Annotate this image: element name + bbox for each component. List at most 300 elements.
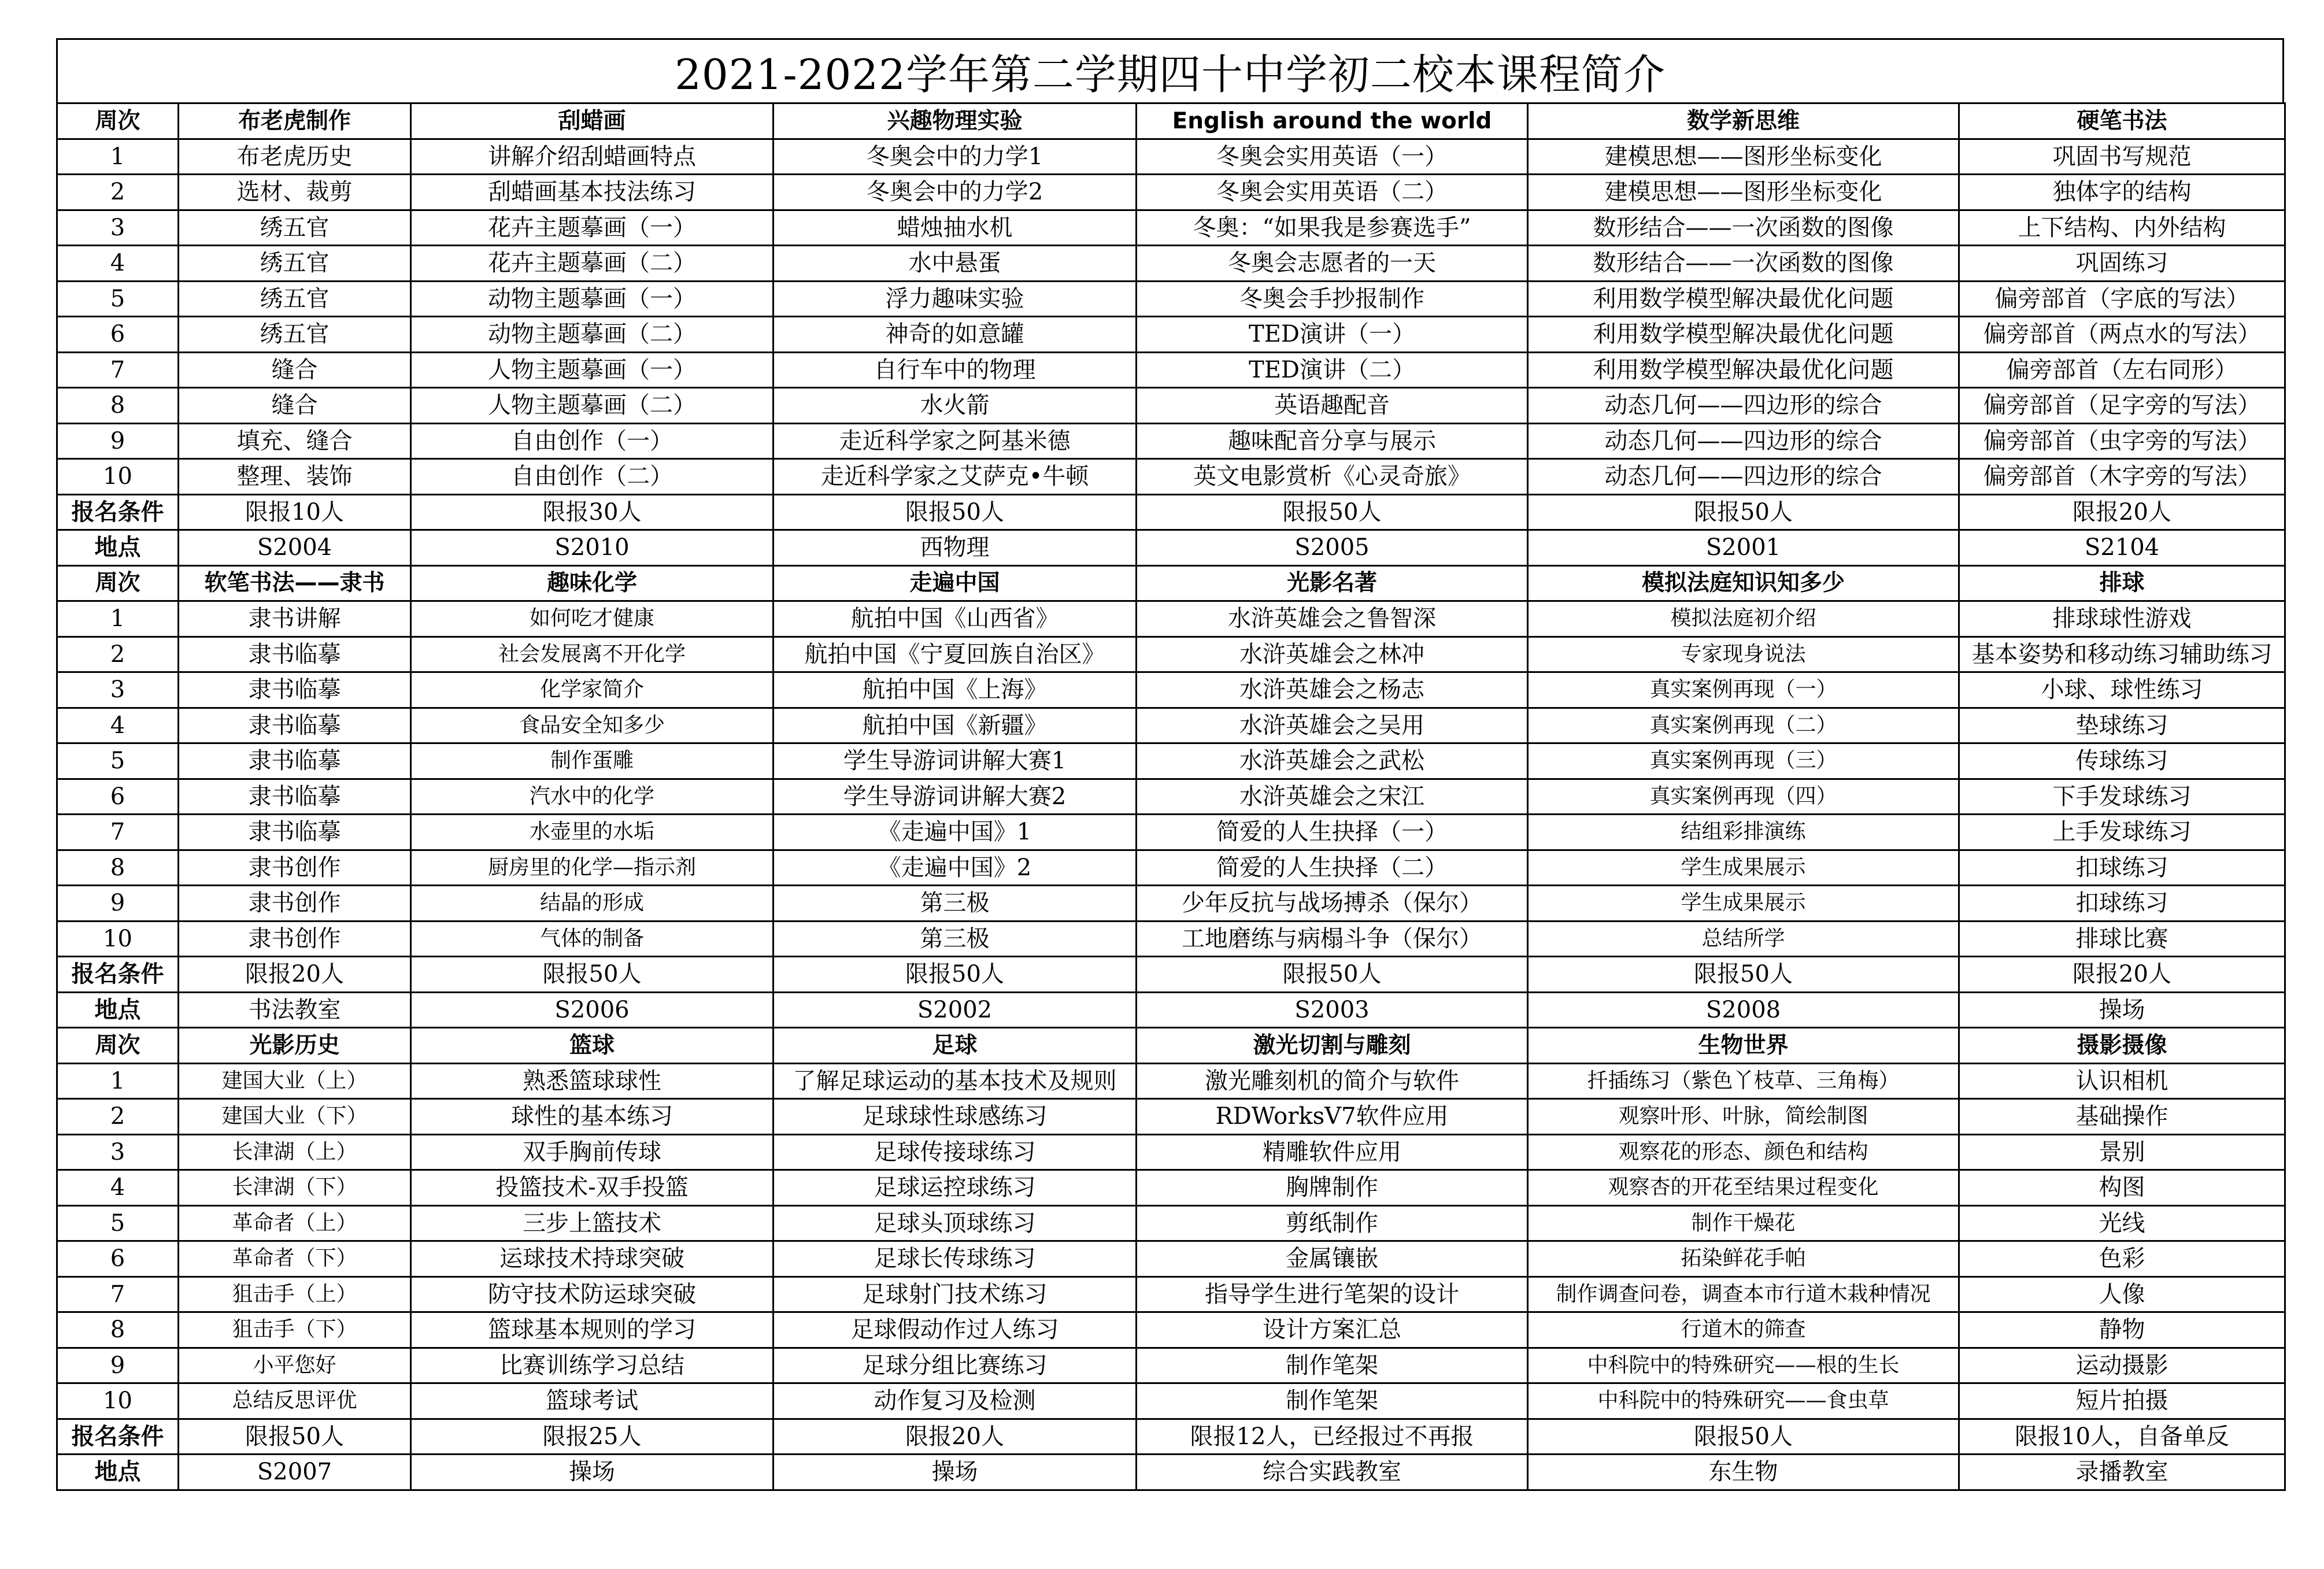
week-number-cell: 8	[57, 850, 179, 886]
lesson-cell: 人像	[1959, 1276, 2285, 1312]
location-cell: 操场	[411, 1455, 774, 1490]
location-cell: S2005	[1137, 530, 1528, 566]
table-row	[57, 210, 2285, 246]
condition-label-cell: 报名条件	[57, 957, 179, 993]
week-number-cell: 4	[57, 246, 179, 282]
lesson-cell: 走近科学家之艾萨克•牛顿	[774, 459, 1137, 495]
lesson-cell: 排球比赛	[1959, 921, 2285, 957]
lesson-cell: 利用数学模型解决最优化问题	[1528, 281, 1959, 317]
lesson-cell: 狙击手（上）	[179, 1276, 411, 1312]
lesson-cell: RDWorksV7软件应用	[1137, 1099, 1528, 1135]
condition-cell: 限报20人	[774, 1419, 1137, 1455]
week-number-cell: 2	[57, 637, 179, 672]
week-number-cell: 3	[57, 672, 179, 708]
week-header-cell: 周次	[57, 103, 179, 139]
location-cell: S2010	[411, 530, 774, 566]
lesson-cell: 金属镶嵌	[1137, 1241, 1528, 1277]
sheet-title: 2021-2022学年第二学期四十中学初二校本课程简介	[56, 38, 2284, 104]
condition-cell: 限报20人	[1959, 957, 2285, 993]
lesson-cell: 化学家简介	[411, 672, 774, 708]
lesson-cell: 观察叶形、叶脉，简绘制图	[1528, 1099, 1959, 1135]
lesson-cell: 利用数学模型解决最优化问题	[1528, 317, 1959, 353]
lesson-cell: 冬奥会手抄报制作	[1137, 281, 1528, 317]
lesson-cell: 第三极	[774, 921, 1137, 957]
lesson-cell: 专家现身说法	[1528, 637, 1959, 672]
lesson-cell: 趣味配音分享与展示	[1137, 423, 1528, 459]
lesson-cell: 航拍中国《新疆》	[774, 708, 1137, 743]
locations-row	[57, 992, 2285, 1028]
lesson-cell: 布老虎历史	[179, 139, 411, 175]
table-row	[57, 1276, 2285, 1312]
lesson-cell: 人物主题摹画（二）	[411, 388, 774, 424]
lesson-cell: TED演讲（一）	[1137, 317, 1528, 353]
lesson-cell: 自由创作（一）	[411, 423, 774, 459]
table-row	[57, 1099, 2285, 1135]
lesson-cell: 隶书临摹	[179, 672, 411, 708]
lesson-cell: 冬奥会中的力学1	[774, 139, 1137, 175]
lesson-cell: 少年反抗与战场搏杀（保尔）	[1137, 886, 1528, 922]
location-cell: 录播教室	[1959, 1455, 2285, 1490]
lesson-cell: 神奇的如意罐	[774, 317, 1137, 353]
conditions-row	[57, 957, 2285, 993]
week-number-cell: 10	[57, 459, 179, 495]
condition-cell: 限报50人	[1528, 957, 1959, 993]
lesson-cell: 学生导游词讲解大赛2	[774, 779, 1137, 815]
lesson-cell: 动态几何——四边形的综合	[1528, 388, 1959, 424]
condition-cell: 限报50人	[411, 957, 774, 993]
condition-label-cell: 报名条件	[57, 1419, 179, 1455]
week-number-cell: 1	[57, 601, 179, 637]
week-number-cell: 6	[57, 779, 179, 815]
lesson-cell: 隶书创作	[179, 886, 411, 922]
table-row	[57, 1170, 2285, 1206]
table-row	[57, 423, 2285, 459]
lesson-cell: 制作干燥花	[1528, 1205, 1959, 1241]
lesson-cell: 排球球性游戏	[1959, 601, 2285, 637]
lesson-cell: 模拟法庭初介绍	[1528, 601, 1959, 637]
location-cell: S2001	[1528, 530, 1959, 566]
lesson-cell: 隶书创作	[179, 850, 411, 886]
location-cell: 西物理	[774, 530, 1137, 566]
lesson-cell: 静物	[1959, 1312, 2285, 1348]
week-number-cell: 6	[57, 317, 179, 353]
lesson-cell: 结晶的形成	[411, 886, 774, 922]
lesson-cell: 胸牌制作	[1137, 1170, 1528, 1206]
course-title-cell: 光影历史	[179, 1028, 411, 1064]
condition-cell: 限报30人	[411, 494, 774, 530]
lesson-cell: 熟悉篮球球性	[411, 1063, 774, 1099]
lesson-cell: 刮蜡画基本技法练习	[411, 175, 774, 210]
lesson-cell: 景别	[1959, 1134, 2285, 1170]
table-row	[57, 779, 2285, 815]
condition-cell: 限报50人	[1528, 494, 1959, 530]
condition-cell: 限报50人	[774, 957, 1137, 993]
lesson-cell: 隶书临摹	[179, 743, 411, 779]
week-number-cell: 1	[57, 139, 179, 175]
lesson-cell: 社会发展离不开化学	[411, 637, 774, 672]
week-number-cell: 9	[57, 1348, 179, 1383]
course-title-cell: 篮球	[411, 1028, 774, 1064]
location-cell: S2006	[411, 992, 774, 1028]
lesson-cell: 精雕软件应用	[1137, 1134, 1528, 1170]
lesson-cell: 足球运控球练习	[774, 1170, 1137, 1206]
lesson-cell: 足球头顶球练习	[774, 1205, 1137, 1241]
lesson-cell: 动物主题摹画（二）	[411, 317, 774, 353]
lesson-cell: 基础操作	[1959, 1099, 2285, 1135]
location-cell: 东生物	[1528, 1455, 1959, 1490]
lesson-cell: 水壶里的水垢	[411, 815, 774, 850]
lesson-cell: 制作笔架	[1137, 1383, 1528, 1419]
table-row	[57, 1241, 2285, 1277]
table-row	[57, 459, 2285, 495]
lesson-cell: 数形结合——一次函数的图像	[1528, 210, 1959, 246]
table-row	[57, 175, 2285, 210]
course-title-cell: 兴趣物理实验	[774, 103, 1137, 139]
condition-label-cell: 报名条件	[57, 494, 179, 530]
condition-cell: 限报25人	[411, 1419, 774, 1455]
lesson-cell: 双手胸前传球	[411, 1134, 774, 1170]
table-row	[57, 1134, 2285, 1170]
lesson-cell: 制作笔架	[1137, 1348, 1528, 1383]
table-row	[57, 1205, 2285, 1241]
lesson-cell: 隶书讲解	[179, 601, 411, 637]
lesson-cell: 建国大业（上）	[179, 1063, 411, 1099]
lesson-cell: 防守技术防运球突破	[411, 1276, 774, 1312]
lesson-cell: 拓染鲜花手帕	[1528, 1241, 1959, 1277]
condition-cell: 限报10人	[179, 494, 411, 530]
lesson-cell: 自行车中的物理	[774, 352, 1137, 388]
condition-cell: 限报20人	[179, 957, 411, 993]
lesson-cell: 足球射门技术练习	[774, 1276, 1137, 1312]
lesson-cell: 隶书临摹	[179, 779, 411, 815]
course-title-cell: 光影名著	[1137, 565, 1528, 601]
lesson-cell: 《走遍中国》1	[774, 815, 1137, 850]
table-row	[57, 637, 2285, 672]
lesson-cell: 花卉主题摹画（一）	[411, 210, 774, 246]
lesson-cell: 设计方案汇总	[1137, 1312, 1528, 1348]
lesson-cell: 建模思想——图形坐标变化	[1528, 175, 1959, 210]
lesson-cell: 水中悬蛋	[774, 246, 1137, 282]
week-header-cell: 周次	[57, 1028, 179, 1064]
course-table	[56, 102, 2286, 1491]
lesson-cell: 隶书临摹	[179, 708, 411, 743]
table-row	[57, 281, 2285, 317]
course-title-cell: 硬笔书法	[1959, 103, 2285, 139]
lesson-cell: 基本姿势和移动练习辅助练习	[1959, 637, 2285, 672]
lesson-cell: 水浒英雄会之杨志	[1137, 672, 1528, 708]
lesson-cell: 花卉主题摹画（二）	[411, 246, 774, 282]
lesson-cell: 指导学生进行笔架的设计	[1137, 1276, 1528, 1312]
lesson-cell: 工地磨练与病榻斗争（保尔）	[1137, 921, 1528, 957]
table-row	[57, 317, 2285, 353]
lesson-cell: 短片拍摄	[1959, 1383, 2285, 1419]
week-number-cell: 3	[57, 1134, 179, 1170]
lesson-cell: 学生成果展示	[1528, 886, 1959, 922]
lesson-cell: 真实案例再现（三）	[1528, 743, 1959, 779]
course-title-cell: 布老虎制作	[179, 103, 411, 139]
lesson-cell: 革命者（上）	[179, 1205, 411, 1241]
course-title-cell: 摄影摄像	[1959, 1028, 2285, 1064]
lesson-cell: 浮力趣味实验	[774, 281, 1137, 317]
section-header-row	[57, 565, 2285, 601]
lesson-cell: 狙击手（下）	[179, 1312, 411, 1348]
locations-row	[57, 530, 2285, 566]
condition-cell: 限报20人	[1959, 494, 2285, 530]
lesson-cell: 观察花的形态、颜色和结构	[1528, 1134, 1959, 1170]
lesson-cell: 偏旁部首（两点水的写法）	[1959, 317, 2285, 353]
lesson-cell: 行道木的筛查	[1528, 1312, 1959, 1348]
condition-cell: 限报50人	[1137, 494, 1528, 530]
lesson-cell: 隶书临摹	[179, 637, 411, 672]
lesson-cell: 食品安全知多少	[411, 708, 774, 743]
lesson-cell: 篮球考试	[411, 1383, 774, 1419]
lesson-cell: 冬奥会中的力学2	[774, 175, 1137, 210]
lesson-cell: 英文电影赏析《心灵奇旅》	[1137, 459, 1528, 495]
lesson-cell: 整理、装饰	[179, 459, 411, 495]
lesson-cell: 讲解介绍刮蜡画特点	[411, 139, 774, 175]
week-number-cell: 5	[57, 281, 179, 317]
course-title-cell: 数学新思维	[1528, 103, 1959, 139]
week-number-cell: 6	[57, 1241, 179, 1277]
lesson-cell: 偏旁部首（左右同形）	[1959, 352, 2285, 388]
lesson-cell: 水浒英雄会之宋江	[1137, 779, 1528, 815]
location-cell: 综合实践教室	[1137, 1455, 1528, 1490]
lesson-cell: 足球假动作过人练习	[774, 1312, 1137, 1348]
section-header-row	[57, 103, 2285, 139]
lesson-cell: 真实案例再现（四）	[1528, 779, 1959, 815]
lesson-cell: 小球、球性练习	[1959, 672, 2285, 708]
lesson-cell: 利用数学模型解决最优化问题	[1528, 352, 1959, 388]
lesson-cell: 动作复习及检测	[774, 1383, 1137, 1419]
condition-cell: 限报50人	[774, 494, 1137, 530]
week-number-cell: 2	[57, 1099, 179, 1135]
condition-cell: 限报50人	[179, 1419, 411, 1455]
lesson-cell: 制作调查问卷，调查本市行道木栽种情况	[1528, 1276, 1959, 1312]
course-title-cell: 足球	[774, 1028, 1137, 1064]
section-header-row	[57, 1028, 2285, 1064]
lesson-cell: 长津湖（下）	[179, 1170, 411, 1206]
lesson-cell: 蜡烛抽水机	[774, 210, 1137, 246]
condition-cell: 限报50人	[1137, 957, 1528, 993]
week-header-cell: 周次	[57, 565, 179, 601]
lesson-cell: 剪纸制作	[1137, 1205, 1528, 1241]
lesson-cell: 垫球练习	[1959, 708, 2285, 743]
lesson-cell: 传球练习	[1959, 743, 2285, 779]
week-number-cell: 10	[57, 921, 179, 957]
course-title-cell: 刮蜡画	[411, 103, 774, 139]
location-cell: S2002	[774, 992, 1137, 1028]
lesson-cell: 长津湖（上）	[179, 1134, 411, 1170]
lesson-cell: 偏旁部首（木字旁的写法）	[1959, 459, 2285, 495]
lesson-cell: 简爱的人生抉择（二）	[1137, 850, 1528, 886]
lesson-cell: 动态几何——四边形的综合	[1528, 423, 1959, 459]
course-title-cell: 走遍中国	[774, 565, 1137, 601]
lesson-cell: 水浒英雄会之吴用	[1137, 708, 1528, 743]
location-cell: S2003	[1137, 992, 1528, 1028]
lesson-cell: 水火箭	[774, 388, 1137, 424]
table-row	[57, 1348, 2285, 1383]
lesson-cell: 冬奥会实用英语（一）	[1137, 139, 1528, 175]
conditions-row	[57, 494, 2285, 530]
lesson-cell: 扦插练习（紫色丫枝草、三角梅）	[1528, 1063, 1959, 1099]
course-title-cell: 趣味化学	[411, 565, 774, 601]
week-number-cell: 1	[57, 1063, 179, 1099]
lesson-cell: 认识相机	[1959, 1063, 2285, 1099]
lesson-cell: 冬奥会实用英语（二）	[1137, 175, 1528, 210]
location-cell: S2004	[179, 530, 411, 566]
lesson-cell: 上下结构、内外结构	[1959, 210, 2285, 246]
table-row	[57, 1312, 2285, 1348]
table-row	[57, 921, 2285, 957]
lesson-cell: 绣五官	[179, 281, 411, 317]
lesson-cell: 扣球练习	[1959, 850, 2285, 886]
table-row	[57, 672, 2285, 708]
table-row	[57, 886, 2285, 922]
location-label-cell: 地点	[57, 992, 179, 1028]
lesson-cell: 航拍中国《宁夏回族自治区》	[774, 637, 1137, 672]
lesson-cell: TED演讲（二）	[1137, 352, 1528, 388]
lesson-cell: 扣球练习	[1959, 886, 2285, 922]
lesson-cell: 绣五官	[179, 317, 411, 353]
lesson-cell: 中科院中的特殊研究——根的生长	[1528, 1348, 1959, 1383]
lesson-cell: 下手发球练习	[1959, 779, 2285, 815]
week-number-cell: 4	[57, 1170, 179, 1206]
lesson-cell: 冬奥：“如果我是参赛选手”	[1137, 210, 1528, 246]
location-cell: 书法教室	[179, 992, 411, 1028]
lesson-cell: 制作蛋雕	[411, 743, 774, 779]
lesson-cell: 选材、裁剪	[179, 175, 411, 210]
table-row	[57, 352, 2285, 388]
lesson-cell: 偏旁部首（足字旁的写法）	[1959, 388, 2285, 424]
locations-row	[57, 1455, 2285, 1490]
lesson-cell: 简爱的人生抉择（一）	[1137, 815, 1528, 850]
lesson-cell: 航拍中国《山西省》	[774, 601, 1137, 637]
lesson-cell: 隶书创作	[179, 921, 411, 957]
course-title-cell: 模拟法庭知识知多少	[1528, 565, 1959, 601]
course-sheet	[56, 38, 2284, 1538]
location-cell: S2104	[1959, 530, 2285, 566]
lesson-cell: 偏旁部首（字底的写法）	[1959, 281, 2285, 317]
lesson-cell: 英语趣配音	[1137, 388, 1528, 424]
week-number-cell: 7	[57, 815, 179, 850]
week-number-cell: 3	[57, 210, 179, 246]
lesson-cell: 足球长传球练习	[774, 1241, 1137, 1277]
location-label-cell: 地点	[57, 530, 179, 566]
condition-cell: 限报10人，自备单反	[1959, 1419, 2285, 1455]
condition-cell: 限报12人，已经报过不再报	[1137, 1419, 1528, 1455]
lesson-cell: 巩固书写规范	[1959, 139, 2285, 175]
week-number-cell: 8	[57, 1312, 179, 1348]
course-title-cell: 排球	[1959, 565, 2285, 601]
lesson-cell: 厨房里的化学—指示剂	[411, 850, 774, 886]
table-row	[57, 708, 2285, 743]
week-number-cell: 9	[57, 423, 179, 459]
lesson-cell: 真实案例再现（二）	[1528, 708, 1959, 743]
lesson-cell: 数形结合——一次函数的图像	[1528, 246, 1959, 282]
week-number-cell: 5	[57, 743, 179, 779]
week-number-cell: 7	[57, 1276, 179, 1312]
week-number-cell: 2	[57, 175, 179, 210]
lesson-cell: 运球技术持球突破	[411, 1241, 774, 1277]
lesson-cell: 结组彩排演练	[1528, 815, 1959, 850]
week-number-cell: 4	[57, 708, 179, 743]
lesson-cell: 革命者（下）	[179, 1241, 411, 1277]
location-cell: 操场	[774, 1455, 1137, 1490]
lesson-cell: 真实案例再现（一）	[1528, 672, 1959, 708]
lesson-cell: 气体的制备	[411, 921, 774, 957]
lesson-cell: 足球传接球练习	[774, 1134, 1137, 1170]
lesson-cell: 动态几何——四边形的综合	[1528, 459, 1959, 495]
lesson-cell: 缝合	[179, 388, 411, 424]
lesson-cell: 色彩	[1959, 1241, 2285, 1277]
lesson-cell: 总结反思评优	[179, 1383, 411, 1419]
week-number-cell: 9	[57, 886, 179, 922]
lesson-cell: 构图	[1959, 1170, 2285, 1206]
lesson-cell: 上手发球练习	[1959, 815, 2285, 850]
lesson-cell: 第三极	[774, 886, 1137, 922]
lesson-cell: 学生成果展示	[1528, 850, 1959, 886]
table-row	[57, 1063, 2285, 1099]
lesson-cell: 足球分组比赛练习	[774, 1348, 1137, 1383]
table-row	[57, 601, 2285, 637]
lesson-cell: 水浒英雄会之林冲	[1137, 637, 1528, 672]
lesson-cell: 动物主题摹画（一）	[411, 281, 774, 317]
lesson-cell: 激光雕刻机的简介与软件	[1137, 1063, 1528, 1099]
lesson-cell: 建模思想——图形坐标变化	[1528, 139, 1959, 175]
lesson-cell: 独体字的结构	[1959, 175, 2285, 210]
table-row	[57, 139, 2285, 175]
lesson-cell: 小平您好	[179, 1348, 411, 1383]
lesson-cell: 填充、缝合	[179, 423, 411, 459]
course-title-cell: 生物世界	[1528, 1028, 1959, 1064]
lesson-cell: 光线	[1959, 1205, 2285, 1241]
lesson-cell: 巩固练习	[1959, 246, 2285, 282]
lesson-cell: 如何吃才健康	[411, 601, 774, 637]
condition-cell: 限报50人	[1528, 1419, 1959, 1455]
lesson-cell: 偏旁部首（虫字旁的写法）	[1959, 423, 2285, 459]
lesson-cell: 学生导游词讲解大赛1	[774, 743, 1137, 779]
table-row	[57, 815, 2285, 850]
lesson-cell: 投篮技术-双手投篮	[411, 1170, 774, 1206]
week-number-cell: 7	[57, 352, 179, 388]
location-label-cell: 地点	[57, 1455, 179, 1490]
lesson-cell: 总结所学	[1528, 921, 1959, 957]
week-number-cell: 8	[57, 388, 179, 424]
location-cell: S2008	[1528, 992, 1959, 1028]
table-row	[57, 1383, 2285, 1419]
table-row	[57, 388, 2285, 424]
week-number-cell: 5	[57, 1205, 179, 1241]
lesson-cell: 冬奥会志愿者的一天	[1137, 246, 1528, 282]
table-row	[57, 850, 2285, 886]
lesson-cell: 球性的基本练习	[411, 1099, 774, 1135]
lesson-cell: 人物主题摹画（一）	[411, 352, 774, 388]
conditions-row	[57, 1419, 2285, 1455]
lesson-cell: 绣五官	[179, 246, 411, 282]
lesson-cell: 汽水中的化学	[411, 779, 774, 815]
lesson-cell: 自由创作（二）	[411, 459, 774, 495]
week-number-cell: 10	[57, 1383, 179, 1419]
lesson-cell: 了解足球运动的基本技术及规则	[774, 1063, 1137, 1099]
lesson-cell: 绣五官	[179, 210, 411, 246]
lesson-cell: 《走遍中国》2	[774, 850, 1137, 886]
lesson-cell: 航拍中国《上海》	[774, 672, 1137, 708]
course-title-cell: 激光切割与雕刻	[1137, 1028, 1528, 1064]
lesson-cell: 足球球性球感练习	[774, 1099, 1137, 1135]
lesson-cell: 走近科学家之阿基米德	[774, 423, 1137, 459]
lesson-cell: 缝合	[179, 352, 411, 388]
table-row	[57, 246, 2285, 282]
